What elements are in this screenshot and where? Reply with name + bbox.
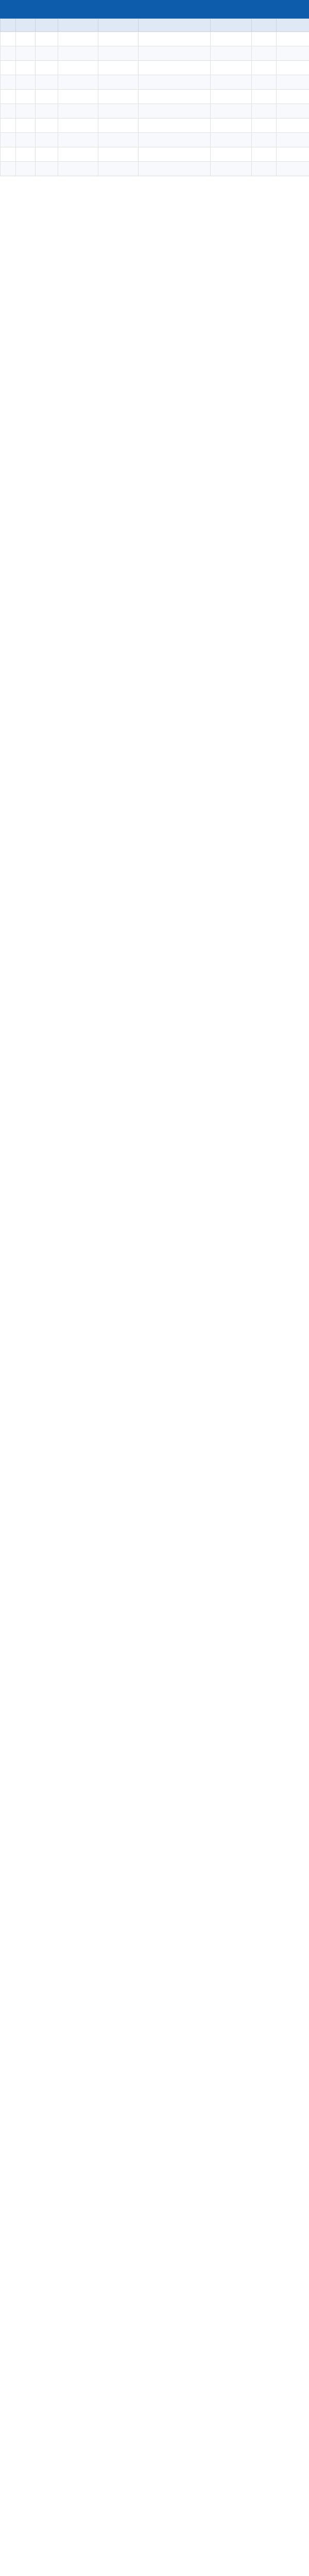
column-header <box>98 19 139 32</box>
table-cell <box>16 46 36 61</box>
table-cell <box>211 162 252 176</box>
table-cell <box>98 147 139 162</box>
table-body <box>1 32 309 176</box>
table-cell <box>98 46 139 61</box>
column-header <box>16 19 36 32</box>
table-cell <box>277 162 309 176</box>
table-cell <box>1 118 16 133</box>
table-cell <box>139 133 211 147</box>
table-cell <box>252 32 277 46</box>
table-cell <box>36 90 58 104</box>
table-cell <box>252 162 277 176</box>
table-cell <box>36 61 58 75</box>
table-cell <box>58 61 98 75</box>
table-cell <box>139 75 211 90</box>
table-cell <box>277 46 309 61</box>
table-cell <box>277 75 309 90</box>
table-row <box>1 162 309 176</box>
table-cell <box>16 147 36 162</box>
table-cell <box>277 133 309 147</box>
table-row <box>1 61 309 75</box>
column-header <box>139 19 211 32</box>
table-cell <box>36 32 58 46</box>
table-cell <box>16 104 36 118</box>
table-cell <box>1 32 16 46</box>
table-cell <box>252 75 277 90</box>
column-header <box>36 19 58 32</box>
table-cell <box>1 46 16 61</box>
table-cell <box>58 46 98 61</box>
table-cell <box>98 162 139 176</box>
table-cell <box>36 104 58 118</box>
list-table <box>0 19 309 176</box>
table-cell <box>58 32 98 46</box>
table-cell <box>58 118 98 133</box>
table-row <box>1 46 309 61</box>
table-cell <box>211 104 252 118</box>
table-cell <box>16 133 36 147</box>
table-cell <box>277 90 309 104</box>
table-cell <box>16 118 36 133</box>
table-cell <box>98 61 139 75</box>
table-header-row <box>1 19 309 32</box>
table-cell <box>58 90 98 104</box>
table-cell <box>98 118 139 133</box>
table-cell <box>211 118 252 133</box>
table-cell <box>139 147 211 162</box>
table-cell <box>16 75 36 90</box>
table-cell <box>16 162 36 176</box>
table-cell <box>277 61 309 75</box>
table-cell <box>252 133 277 147</box>
table-cell <box>1 162 16 176</box>
table-cell <box>277 147 309 162</box>
table-cell <box>211 61 252 75</box>
table-cell <box>252 118 277 133</box>
table-cell <box>36 46 58 61</box>
column-header <box>1 19 16 32</box>
table-cell <box>98 90 139 104</box>
column-header <box>58 19 98 32</box>
table-cell <box>252 147 277 162</box>
table-cell <box>1 75 16 90</box>
table-cell <box>98 104 139 118</box>
page-title <box>0 0 309 19</box>
table-cell <box>139 104 211 118</box>
table-row <box>1 118 309 133</box>
table-cell <box>16 32 36 46</box>
table-row <box>1 75 309 90</box>
table-cell <box>98 75 139 90</box>
table-cell <box>252 104 277 118</box>
table-cell <box>277 32 309 46</box>
table-row <box>1 147 309 162</box>
table-row <box>1 104 309 118</box>
table-cell <box>139 46 211 61</box>
table-cell <box>277 104 309 118</box>
table-cell <box>58 162 98 176</box>
table-cell <box>211 32 252 46</box>
column-header <box>252 19 277 32</box>
table-cell <box>58 147 98 162</box>
table-row <box>1 133 309 147</box>
table-cell <box>139 32 211 46</box>
table-cell <box>1 133 16 147</box>
table-cell <box>16 90 36 104</box>
table-cell <box>252 46 277 61</box>
table-cell <box>277 118 309 133</box>
table-cell <box>58 75 98 90</box>
table-cell <box>1 90 16 104</box>
table-cell <box>211 46 252 61</box>
page <box>0 0 309 176</box>
table-cell <box>211 90 252 104</box>
table-cell <box>1 104 16 118</box>
column-header <box>211 19 252 32</box>
table-cell <box>36 162 58 176</box>
table-cell <box>1 147 16 162</box>
table-cell <box>211 147 252 162</box>
table-cell <box>98 133 139 147</box>
table-cell <box>139 61 211 75</box>
table-cell <box>98 32 139 46</box>
table-cell <box>211 75 252 90</box>
table-cell <box>139 162 211 176</box>
table-cell <box>58 104 98 118</box>
table-cell <box>252 90 277 104</box>
table-cell <box>1 61 16 75</box>
table-row <box>1 32 309 46</box>
table-cell <box>36 133 58 147</box>
table-cell <box>36 147 58 162</box>
table-cell <box>252 61 277 75</box>
table-cell <box>36 75 58 90</box>
column-header <box>277 19 309 32</box>
table-cell <box>139 90 211 104</box>
table-cell <box>139 118 211 133</box>
table-cell <box>36 118 58 133</box>
table-cell <box>16 61 36 75</box>
table-cell <box>211 133 252 147</box>
table-row <box>1 90 309 104</box>
table-cell <box>58 133 98 147</box>
